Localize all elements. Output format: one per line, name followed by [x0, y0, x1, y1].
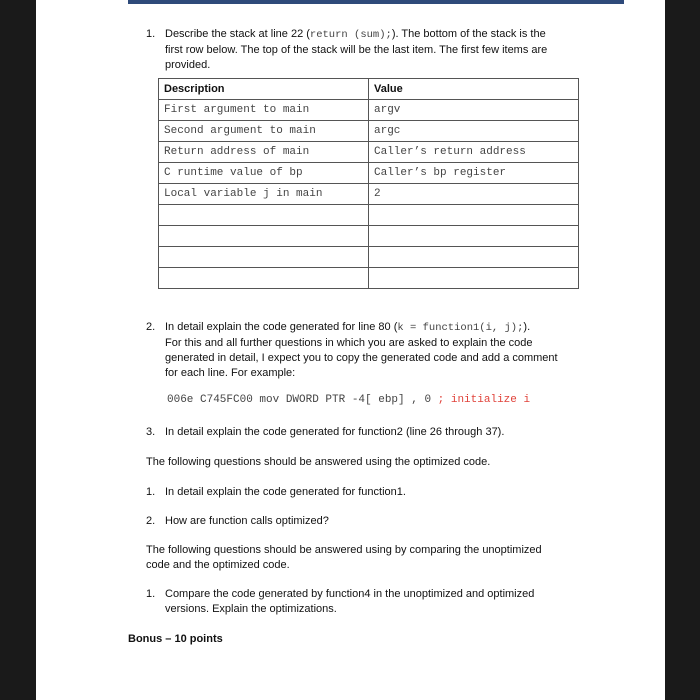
table-cell: argc: [369, 121, 579, 142]
inline-code: k = function1(i, j);: [397, 322, 524, 334]
table-header-row: [159, 79, 579, 100]
example-comment: ; initialize i: [437, 394, 531, 406]
table-cell-empty: [369, 268, 579, 289]
table-cell: Local variable j in main: [159, 184, 369, 205]
optimized-question-1-text: In detail explain the code generated for function1.: [165, 486, 406, 498]
table-cell-empty: [369, 205, 579, 226]
question-2-line-2: For this and all further questions in which you are asked to explain the code: [165, 337, 533, 349]
document-page: 1. Describe the stack at line 22 (return (sum);). The bottom of the stack is the first row below. The top of the stack will be the last item. The first few items are provided. Description Value First argument to main argv Second argument to main argc Return address of main Caller’s return address C runtime value of bp Caller’s bp register Local variable j in main 2 2. In detail explain the code generated for line 80 (k = function1(i, j);). For this and all further questions in which you are asked to explain the code generated in detail, I expect you to copy the generated code and add a comment for each line. For example: 006e C745FC00 mov DWORD PTR -4[ ebp] , 0 ; initialize i 3. In detail explain the code generated for function2 (line 26 through 37). The following questions should be answered using the optimized code. 1. In detail explain the code generated for function1. 2. How are function calls optimized? The following questions should be answered using by comparing the unoptimized code and the optimized code. 1. Compare the code generated by function4 in the unoptimized and optimized versions. Explain the optimizations. Bonus – 10 points: [36, 0, 665, 700]
question-3-number: 3.: [146, 426, 156, 438]
table-row-empty: [159, 247, 579, 268]
compare-question-1-text: Compare the code generated by function4 in the unoptimized and optimized versions. Explain the optimizations.: [165, 588, 535, 615]
question-1-number: 1.: [146, 28, 156, 40]
table-cell: C runtime value of bp: [159, 163, 369, 184]
table-row: [159, 163, 579, 184]
question-2-line-1: In detail explain the code generated for line 80 (k = function1(i, j);).: [165, 321, 531, 334]
table-cell-empty: [369, 247, 579, 268]
question-2-line-3: generated in detail, I expect you to copy the generated code and add a comment: [165, 352, 558, 364]
header-rule: [128, 0, 624, 4]
question-2-number: 2.: [146, 321, 156, 333]
table-cell: Second argument to main: [159, 121, 369, 142]
question-3-text: In detail explain the code generated for function2 (line 26 through 37).: [165, 426, 505, 438]
table-cell: Return address of main: [159, 142, 369, 163]
section-compare-intro: The following questions should be answered using by comparing the unoptimized code and the optimized code.: [146, 544, 542, 571]
table-cell-empty: [159, 226, 369, 247]
table-row: [159, 100, 579, 121]
inline-code: return (sum);: [309, 29, 392, 41]
table-row-empty: [159, 268, 579, 289]
question-1-line-2: first row below. The top of the stack will be the last item. The first few items are: [165, 44, 548, 56]
optimized-question-2-text: How are function calls optimized?: [165, 515, 329, 527]
table-cell-empty: [159, 247, 369, 268]
section-optimized-intro: The following questions should be answered using the optimized code.: [146, 456, 491, 468]
table-cell: Caller’s return address: [369, 142, 579, 163]
table-row-empty: [159, 205, 579, 226]
table-row-empty: [159, 226, 579, 247]
table-row: [159, 121, 579, 142]
bonus-heading: Bonus – 10 points: [128, 633, 223, 645]
table-row: [159, 184, 579, 205]
question-1-line-1: Describe the stack at line 22 (return (sum);). The bottom of the stack is the: [165, 28, 546, 41]
table-cell-empty: [159, 268, 369, 289]
table-cell: 2: [369, 184, 579, 205]
table-cell-empty: [159, 205, 369, 226]
example-code: 006e C745FC00 mov DWORD PTR -4[ ebp] , 0 ; initialize i: [167, 394, 531, 406]
table-header-description: Description: [159, 79, 369, 100]
table-cell: Caller’s bp register: [369, 163, 579, 184]
table-row: [159, 142, 579, 163]
stack-table: [158, 78, 579, 289]
question-2-line-4: for each line. For example:: [165, 367, 296, 379]
table-cell: First argument to main: [159, 100, 369, 121]
table-cell: argv: [369, 100, 579, 121]
question-1-line-3: provided.: [165, 59, 211, 71]
table-header-value: Value: [369, 79, 579, 100]
table-cell-empty: [369, 226, 579, 247]
